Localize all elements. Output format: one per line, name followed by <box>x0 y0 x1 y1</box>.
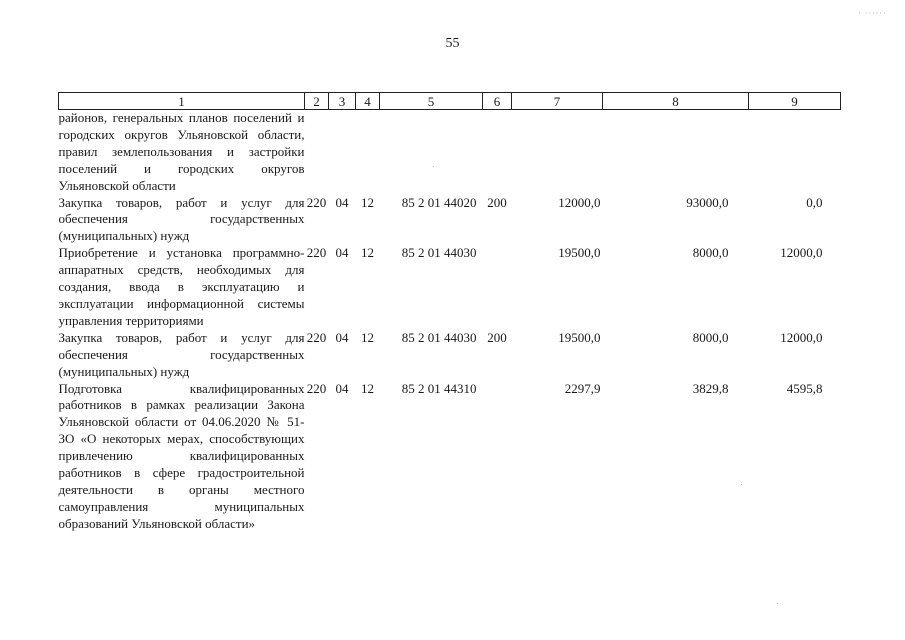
column-header: 7 <box>512 93 603 110</box>
row-description: районов, генеральных планов поселений и городских округов Ульяновской области, правил землепользования и застройки поселений и городских округов Ульяновской области <box>58 110 305 193</box>
table-row <box>59 110 841 195</box>
cell-section: 04 <box>335 245 349 261</box>
column-header: 5 <box>380 93 483 110</box>
cell-subsection <box>356 110 380 195</box>
scan-speck <box>741 484 742 485</box>
cell-expense-type: 200 <box>487 194 507 210</box>
cell-amount-year2: 8000,0 <box>692 329 729 345</box>
cell-amount-year1: 12000,0 <box>558 194 601 210</box>
column-header: 4 <box>356 93 380 110</box>
scan-speck <box>433 166 434 167</box>
cell-subsection: 12 <box>361 245 374 261</box>
cell-target-article: 85 2 01 44020 <box>401 194 477 210</box>
cell-amount-year3: 12000,0 <box>780 245 823 261</box>
row-description: Закупка товаров, работ и услуг для обеспечения государственных (муниципальных) нужд <box>58 329 305 379</box>
cell-amount-year2 <box>603 110 749 195</box>
page-number: 55 <box>445 36 460 51</box>
cell-amount-year1: 19500,0 <box>558 329 601 345</box>
column-number-header <box>59 93 841 110</box>
cell-expense-type: 200 <box>487 329 507 345</box>
scan-speck <box>777 603 778 604</box>
cell-target-article: 85 2 01 44030 <box>401 329 477 345</box>
column-header: 2 <box>305 93 329 110</box>
row-description: Закупка товаров, работ и услуг для обеспечения государственных (муниципальных) нужд <box>58 194 305 244</box>
cell-expense-type <box>483 110 512 195</box>
column-header: 1 <box>59 93 305 110</box>
cell-ministry-code: 220 <box>306 245 327 261</box>
cell-expense-type <box>483 381 512 533</box>
cell-amount-year3: 4595,8 <box>786 380 823 396</box>
cell-amount-year3 <box>749 110 841 195</box>
column-header: 8 <box>603 93 749 110</box>
cell-subsection: 12 <box>361 329 374 345</box>
scan-corner-mark: · ······ <box>858 9 887 18</box>
cell-amount-year3: 12000,0 <box>780 329 823 345</box>
cell-section: 04 <box>335 380 349 396</box>
budget-table <box>58 92 841 533</box>
cell-ministry-code <box>305 110 329 195</box>
cell-ministry-code: 220 <box>306 329 327 345</box>
cell-section <box>329 110 356 195</box>
column-header: 9 <box>749 93 841 110</box>
row-description: Приобретение и установка программно-аппаратных средств, необходимых для создания, ввода в эксплуатацию и эксплуатации информационной системы управления территориями <box>58 245 305 328</box>
table-row <box>59 330 841 381</box>
cell-ministry-code: 220 <box>306 380 327 396</box>
cell-target-article: 85 2 01 44030 <box>401 245 477 261</box>
cell-amount-year2: 3829,8 <box>692 380 729 396</box>
cell-amount-year3: 0,0 <box>806 194 823 210</box>
column-header: 3 <box>329 93 356 110</box>
cell-expense-type <box>483 245 512 330</box>
column-header: 6 <box>483 93 512 110</box>
cell-subsection: 12 <box>361 194 374 210</box>
cell-amount-year1: 19500,0 <box>558 245 601 261</box>
cell-amount-year1: 2297,9 <box>564 380 601 396</box>
cell-target-article: 85 2 01 44310 <box>401 380 477 396</box>
cell-subsection: 12 <box>361 380 374 396</box>
cell-target-article <box>380 110 483 195</box>
cell-amount-year2: 8000,0 <box>692 245 729 261</box>
table-row <box>59 381 841 533</box>
cell-amount-year2: 93000,0 <box>686 194 729 210</box>
cell-section: 04 <box>335 194 349 210</box>
table-row <box>59 195 841 246</box>
row-description: Подготовка квалифицированных работников в рамках реализации Закона Ульяновской области от 04.06.2020 № 51-ЗО «О некоторых мерах, способствующих привлечению квалифицированных работников в сфере градостроительной деятельности в органы местного самоуправления муниципальных образований Ульяновской области» <box>58 380 305 531</box>
cell-ministry-code: 220 <box>306 194 327 210</box>
cell-amount-year1 <box>512 110 603 195</box>
cell-section: 04 <box>335 329 349 345</box>
table-row <box>59 245 841 330</box>
